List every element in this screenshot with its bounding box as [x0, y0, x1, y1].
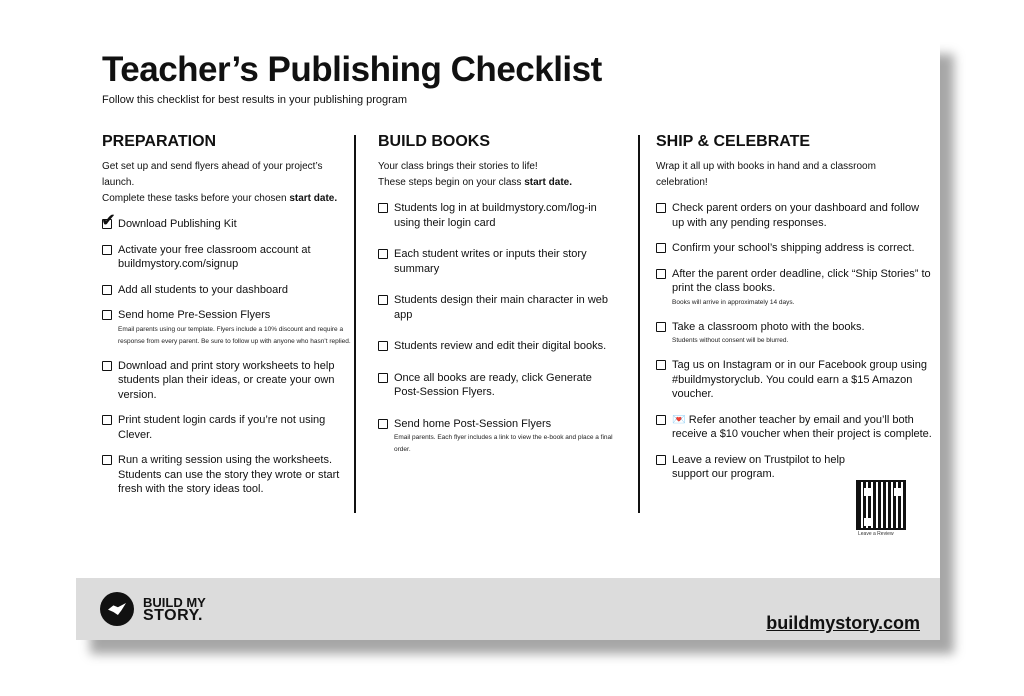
- item-note: Email parents using our template. Flyers include a 10% discount and require a response from every parent. Be sure to follow up with anyone who hasn’t replied.: [118, 325, 351, 345]
- column-heading: PREPARATION: [102, 133, 217, 150]
- checklist-item[interactable]: ✔ Download Publishing Kit: [102, 217, 352, 232]
- brand-line-2: STORY.: [143, 607, 203, 624]
- checkbox-icon[interactable]: [102, 310, 112, 320]
- checklist-item[interactable]: Confirm your school’s shipping address is correct.: [656, 241, 934, 256]
- column-ship-celebrate: [656, 133, 934, 493]
- checklist-item[interactable]: Students review and edit their digital books.: [378, 339, 618, 354]
- checklist-item[interactable]: Leave a review on Trustpilot to help support our program.: [656, 453, 846, 482]
- column-build-books: [378, 133, 618, 467]
- checklist-item[interactable]: 💌 Refer another teacher by email and you’ll both receive a $10 voucher when their project is complete.: [656, 413, 934, 442]
- checkbox-icon[interactable]: [656, 360, 666, 370]
- checklist-item[interactable]: Check parent orders on your dashboard and follow up with any pending responses.: [656, 201, 934, 230]
- checklist-item[interactable]: Run a writing session using the worksheets. Students can use the story they wrote or start fresh with the story ideas tool.: [102, 453, 352, 497]
- brand-logo: [100, 592, 206, 626]
- item-note: Students without consent will be blurred.: [672, 337, 789, 344]
- checkbox-icon[interactable]: [102, 361, 112, 371]
- checklist-sheet: [76, 40, 940, 640]
- qr-caption: Leave a Review: [858, 531, 894, 537]
- column-divider: [638, 135, 640, 513]
- checklist-item[interactable]: Students design their main character in web app: [378, 293, 618, 322]
- checkbox-icon[interactable]: [656, 203, 666, 213]
- qr-code-icon[interactable]: [856, 480, 906, 530]
- checkbox-icon[interactable]: [378, 373, 388, 383]
- checklist-item[interactable]: After the parent order deadline, click “Ship Stories” to print the class books. Books will arrive in approximately 14 days.: [656, 267, 934, 309]
- checkbox-icon[interactable]: [656, 322, 666, 332]
- checklist-item[interactable]: Students log in at buildmystory.com/log-in using their login card: [378, 201, 618, 230]
- checkbox-icon[interactable]: [102, 415, 112, 425]
- checkbox-icon[interactable]: [656, 243, 666, 253]
- checklist-item[interactable]: Download and print story worksheets to help students plan their ideas, or create your own version.: [102, 359, 352, 403]
- page-title: Teacher’s Publishing Checklist: [102, 50, 602, 89]
- bird-logo-icon: [100, 592, 134, 626]
- column-preparation: [102, 133, 352, 508]
- column-intro: Get set up and send flyers ahead of your project’s launch. Complete these tasks before your chosen start date.: [102, 161, 338, 204]
- checklist-item[interactable]: Each student writes or inputs their story summary: [378, 247, 618, 276]
- column-divider: [354, 135, 356, 513]
- column-intro: Your class brings their stories to life! These steps begin on your class start date.: [378, 161, 572, 188]
- page-subtitle: Follow this checklist for best results in your publishing program: [102, 94, 408, 106]
- checklist-item[interactable]: Take a classroom photo with the books. Students without consent will be blurred.: [656, 320, 934, 348]
- column-heading: BUILD BOOKS: [378, 133, 490, 150]
- website-link[interactable]: buildmystory.com: [766, 613, 920, 633]
- footer: [76, 578, 940, 640]
- checkbox-icon[interactable]: [656, 269, 666, 279]
- checkbox-icon[interactable]: [378, 341, 388, 351]
- checklist-item[interactable]: Once all books are ready, click Generate Post-Session Flyers.: [378, 371, 618, 400]
- brand-line-1: BUILD MY: [143, 595, 206, 610]
- column-heading: SHIP & CELEBRATE: [656, 133, 811, 150]
- column-intro: Wrap it all up with books in hand and a classroom celebration!: [656, 161, 876, 188]
- checkbox-icon[interactable]: [378, 295, 388, 305]
- checkbox-icon[interactable]: [102, 245, 112, 255]
- checkbox-icon[interactable]: [378, 419, 388, 429]
- checkbox-icon[interactable]: [656, 455, 666, 465]
- checkbox-icon[interactable]: [656, 415, 666, 425]
- checkbox-icon[interactable]: [102, 285, 112, 295]
- checklist-item[interactable]: Tag us on Instagram or in our Facebook group using #buildmystoryclub. You could earn a $15 Amazon voucher.: [656, 358, 934, 402]
- checklist-item[interactable]: Activate your free classroom account at buildmystory.com/signup: [102, 243, 352, 272]
- checkbox-icon[interactable]: [378, 203, 388, 213]
- item-note: Email parents. Each flyer includes a link to view the e-book and place a final order.: [394, 434, 613, 453]
- checklist-item[interactable]: Send home Pre-Session Flyers Email parents using our template. Flyers include a 10% discount and require a response from every parent. Be sure to follow up with anyone who hasn’t replied.: [102, 308, 352, 348]
- checkbox-icon[interactable]: [102, 455, 112, 465]
- checkbox-checked-icon[interactable]: [102, 219, 112, 229]
- checklist-item[interactable]: Print student login cards if you’re not using Clever.: [102, 413, 352, 442]
- checklist-item[interactable]: Add all students to your dashboard: [102, 283, 352, 298]
- item-note: Books will arrive in approximately 14 days.: [672, 298, 795, 306]
- checkbox-icon[interactable]: [378, 249, 388, 259]
- checklist-item[interactable]: Send home Post-Session Flyers Email parents. Each flyer includes a link to view the e-book and place a final order.: [378, 417, 618, 457]
